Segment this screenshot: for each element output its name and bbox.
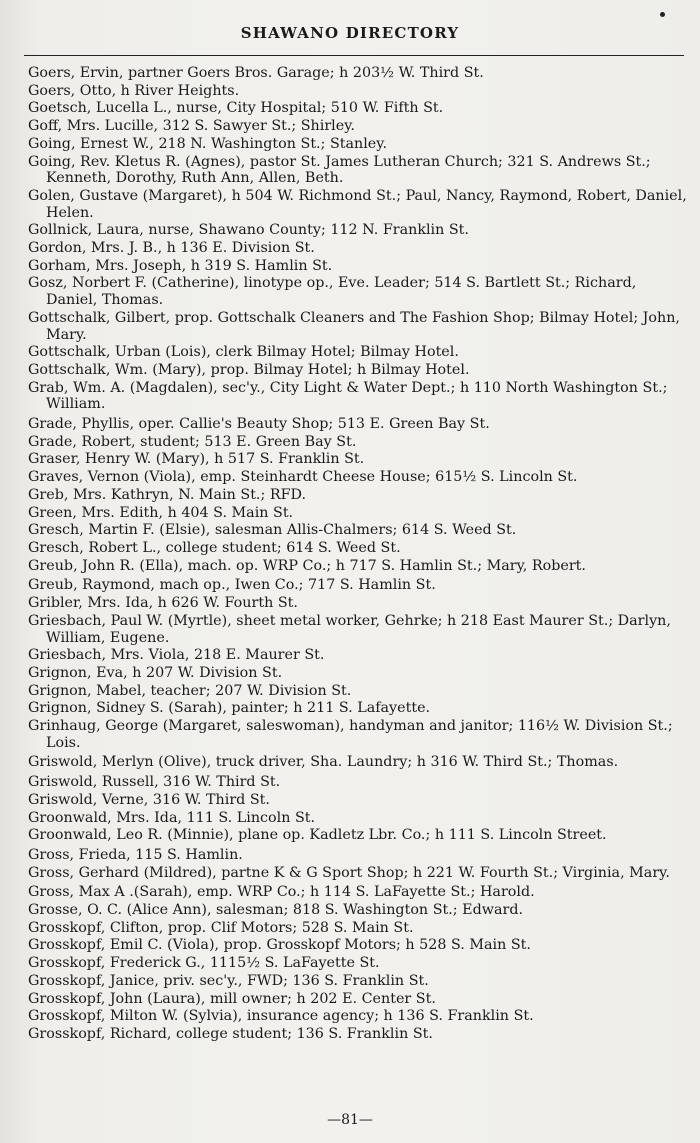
directory-entry: Gordon, Mrs. J. B., h 136 E. Division St. <box>28 240 315 257</box>
page-number: —81— <box>327 1112 373 1128</box>
directory-entry: Grosskopf, Janice, priv. sec'y., FWD; 136 S. Franklin St. <box>28 972 429 989</box>
directory-entry: Grosse, O. C. (Alice Ann), salesman; 818 S. Washington St.; Edward. <box>28 902 524 919</box>
directory-entry: Going, Rev. Kletus R. (Agnes), pastor St. James Lutheran Church; 321 S. Andrews St.; Kenneth, Dorothy, Ruth Ann, Allen, Beth. <box>28 153 651 187</box>
directory-entry: Gottschalk, Gilbert, prop. Gottschalk Cleaners and The Fashion Shop; Bilmay Hotel; John, Mary. <box>28 309 680 343</box>
directory-entry: Gresch, Martin F. (Elsie), salesman Allis-Chalmers; 614 S. Weed St. <box>28 522 517 539</box>
directory-entry: Groonwald, Mrs. Ida, 111 S. Lincoln St. <box>28 809 316 826</box>
directory-entry: Gribler, Mrs. Ida, h 626 W. Fourth St. <box>28 595 298 612</box>
directory-entry: Grosskopf, Clifton, prop. Clif Motors; 528 S. Main St. <box>28 919 414 936</box>
directory-entry: Graves, Vernon (Viola), emp. Steinhardt Cheese House; 615½ S. Lincoln St. <box>28 469 578 486</box>
directory-entry: Gottschalk, Urban (Lois), clerk Bilmay Hotel; Bilmay Hotel. <box>28 344 459 361</box>
directory-entry: Grosskopf, John (Laura), mill owner; h 202 E. Center St. <box>28 990 436 1007</box>
directory-entry: Grosskopf, Emil C. (Viola), prop. Grosskopf Motors; h 528 S. Main St. <box>28 937 531 954</box>
page-title: SHAWANO DIRECTORY <box>240 24 460 42</box>
directory-entry: Goers, Otto, h River Heights. <box>28 82 240 99</box>
directory-entry: Greub, Raymond, mach op., Iwen Co.; 717 S. Hamlin St. <box>28 577 436 594</box>
directory-entry: Groonwald, Leo R. (Minnie), plane op. Kadletz Lbr. Co.; h 111 S. Lincoln Street. <box>28 827 607 844</box>
directory-entry: Golen, Gustave (Margaret), h 504 W. Richmond St.; Paul, Nancy, Raymond, Robert, Daniel, Helen. <box>28 187 687 221</box>
directory-entry: Graser, Henry W. (Mary), h 517 S. Franklin St. <box>28 451 365 468</box>
directory-entry: Griswold, Russell, 316 W. Third St. <box>28 774 281 791</box>
directory-entry: Gross, Gerhard (Mildred), partne K & G Sport Shop; h 221 W. Fourth St.; Virginia, Mary. <box>28 864 670 881</box>
directory-entry: Grade, Robert, student; 513 E. Green Bay St. <box>28 433 357 450</box>
directory-entry: Grignon, Eva, h 207 W. Division St. <box>28 664 283 681</box>
directory-entry: Grosskopf, Milton W. (Sylvia), insurance agency; h 136 S. Franklin St. <box>28 1008 534 1025</box>
directory-entry: Gosz, Norbert F. (Catherine), linotype op., Eve. Leader; 514 S. Bartlett St.; Richard, Daniel, Thomas. <box>28 275 637 309</box>
directory-entry: Grignon, Sidney S. (Sarah), painter; h 211 S. Lafayette. <box>28 700 431 717</box>
directory-entry: Griswold, Merlyn (Olive), truck driver, Sha. Laundry; h 316 W. Third St.; Thomas. <box>28 754 619 771</box>
directory-entry: Gross, Frieda, 115 S. Hamlin. <box>28 846 243 863</box>
directory-entry: Gorham, Mrs. Joseph, h 319 S. Hamlin St. <box>28 257 333 274</box>
directory-entry: Grab, Wm. A. (Magdalen), sec'y., City Light & Water Dept.; h 110 North Washington St.; William. <box>28 379 668 413</box>
directory-entry: Gross, Max A .(Sarah), emp. WRP Co.; h 114 S. LaFayette St.; Harold. <box>28 884 535 901</box>
directory-entry: Grosskopf, Frederick G., 1115½ S. LaFayette St. <box>28 955 380 972</box>
directory-entry: Gollnick, Laura, nurse, Shawano County; 112 N. Franklin St. <box>28 222 469 239</box>
directory-entry: Goetsch, Lucella L., nurse, City Hospital; 510 W. Fifth St. <box>28 100 444 117</box>
directory-entries <box>28 65 692 1044</box>
directory-entry: Griesbach, Mrs. Viola, 218 E. Maurer St. <box>28 647 325 664</box>
directory-entry: Greub, John R. (Ella), mach. op. WRP Co.; h 717 S. Hamlin St.; Mary, Robert. <box>28 557 586 574</box>
directory-entry: Grinhaug, George (Margaret, saleswoman), handyman and janitor; 116½ W. Division St.; Lois. <box>28 718 673 751</box>
directory-entry: Griesbach, Paul W. (Myrtle), sheet metal worker, Gehrke; h 218 East Maurer St.; Darlyn, William, Eugene. <box>28 612 671 646</box>
header-rule <box>24 55 684 56</box>
directory-entry: Grignon, Mabel, teacher; 207 W. Division St. <box>28 682 352 699</box>
directory-entry: Goff, Mrs. Lucille, 312 S. Sawyer St.; Shirley. <box>28 118 355 135</box>
directory-entry: Grosskopf, Richard, college student; 136 S. Franklin St. <box>28 1025 433 1042</box>
directory-entry: Greb, Mrs. Kathryn, N. Main St.; RFD. <box>28 486 307 503</box>
ink-dot <box>660 12 665 17</box>
directory-entry: Gottschalk, Wm. (Mary), prop. Bilmay Hotel; h Bilmay Hotel. <box>28 361 470 378</box>
directory-entry: Gresch, Robert L., college student; 614 S. Weed St. <box>28 539 401 556</box>
directory-entry: Green, Mrs. Edith, h 404 S. Main St. <box>28 504 294 521</box>
directory-entry: Goers, Ervin, partner Goers Bros. Garage; h 203½ W. Third St. <box>28 65 484 81</box>
directory-entry: Griswold, Verne, 316 W. Third St. <box>28 791 270 808</box>
directory-entry: Grade, Phyllis, oper. Callie's Beauty Shop; 513 E. Green Bay St. <box>28 416 490 433</box>
directory-entry: Going, Ernest W., 218 N. Washington St.; Stanley. <box>28 135 387 152</box>
